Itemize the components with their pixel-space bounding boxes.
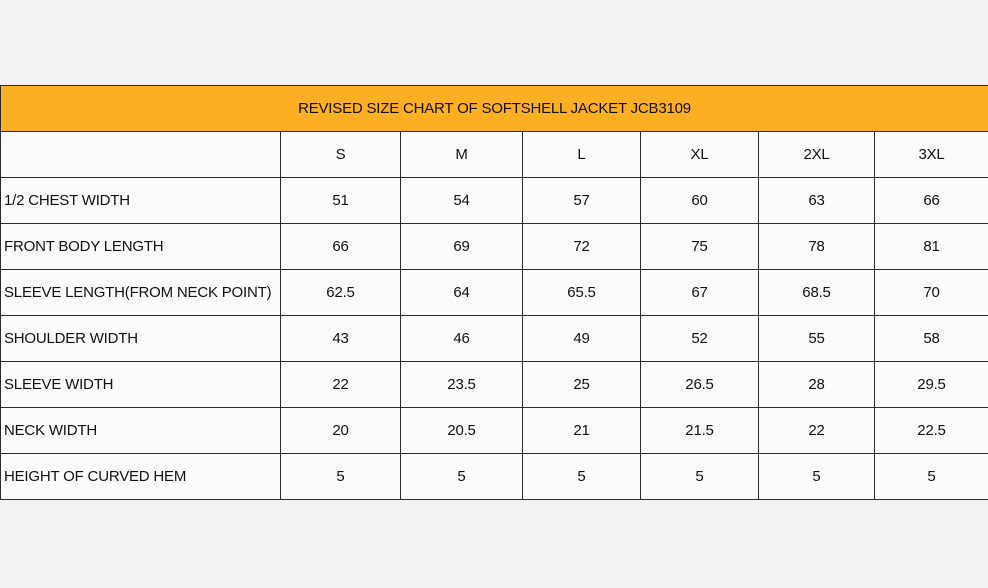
size-chart-sheet [0,85,988,500]
size-header-l: L [523,132,641,178]
table-cell: 20.5 [401,408,523,454]
table-cell: 66 [281,224,401,270]
size-header-row [1,132,988,178]
table-cell: 22 [759,408,875,454]
size-chart-table [0,85,988,500]
table-cell: 67 [641,270,759,316]
table-cell: 46 [401,316,523,362]
table-row-chest-width [1,178,988,224]
table-cell: 22.5 [875,408,988,454]
table-cell: 55 [759,316,875,362]
table-cell: 69 [401,224,523,270]
table-cell: 57 [523,178,641,224]
row-label: NECK WIDTH [1,408,281,454]
table-cell: 5 [401,454,523,500]
table-cell: 5 [875,454,988,500]
table-cell: 5 [281,454,401,500]
row-label: FRONT BODY LENGTH [1,224,281,270]
title-row [1,86,988,132]
table-cell: 52 [641,316,759,362]
table-cell: 78 [759,224,875,270]
size-header-m: M [401,132,523,178]
table-cell: 5 [759,454,875,500]
size-header-s: S [281,132,401,178]
table-cell: 43 [281,316,401,362]
table-row-sleeve-length [1,270,988,316]
table-row-front-body-length [1,224,988,270]
table-cell: 22 [281,362,401,408]
table-cell: 20 [281,408,401,454]
table-cell: 63 [759,178,875,224]
chart-title: REVISED SIZE CHART OF SOFTSHELL JACKET JCB3109 [1,86,988,132]
table-cell: 81 [875,224,988,270]
table-cell: 21.5 [641,408,759,454]
table-cell: 75 [641,224,759,270]
table-row-curved-hem [1,454,988,500]
table-row-neck-width [1,408,988,454]
table-cell: 64 [401,270,523,316]
table-cell: 25 [523,362,641,408]
table-cell: 5 [641,454,759,500]
table-row-sleeve-width [1,362,988,408]
size-header-3xl: 3XL [875,132,988,178]
table-cell: 28 [759,362,875,408]
table-cell: 26.5 [641,362,759,408]
table-cell: 29.5 [875,362,988,408]
table-cell: 58 [875,316,988,362]
table-row-shoulder-width [1,316,988,362]
row-label: SLEEVE WIDTH [1,362,281,408]
row-label: SLEEVE LENGTH(FROM NECK POINT) [1,270,281,316]
size-header-xl: XL [641,132,759,178]
size-header-2xl: 2XL [759,132,875,178]
table-cell: 54 [401,178,523,224]
table-cell: 66 [875,178,988,224]
table-cell: 51 [281,178,401,224]
table-cell: 23.5 [401,362,523,408]
row-label: 1/2 CHEST WIDTH [1,178,281,224]
table-cell: 65.5 [523,270,641,316]
table-cell: 5 [523,454,641,500]
table-cell: 60 [641,178,759,224]
table-cell: 72 [523,224,641,270]
header-blank-cell [1,132,281,178]
table-cell: 49 [523,316,641,362]
table-cell: 68.5 [759,270,875,316]
table-cell: 62.5 [281,270,401,316]
row-label: SHOULDER WIDTH [1,316,281,362]
table-cell: 21 [523,408,641,454]
row-label: HEIGHT OF CURVED HEM [1,454,281,500]
table-cell: 70 [875,270,988,316]
